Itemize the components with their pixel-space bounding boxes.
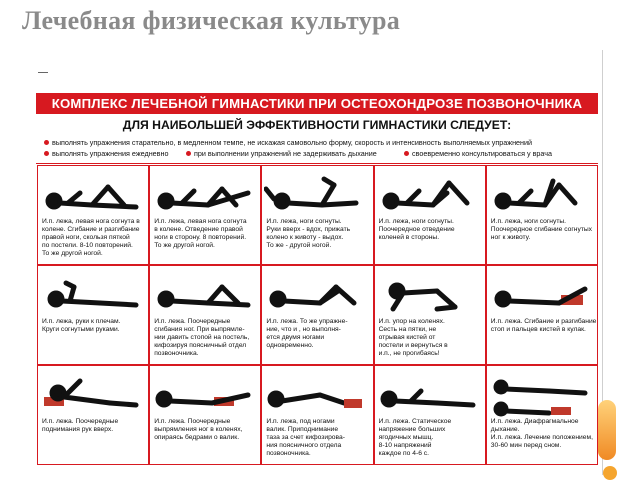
exercise-figure-icon [489,169,595,219]
exercise-caption-line: по постели. 8-10 повторений. [42,242,133,249]
exercise-caption [490,318,597,334]
exercise-figure-icon [152,369,258,419]
exercise-caption-line: одновременно. [266,342,314,349]
exercise-card [486,165,598,265]
exercise-figure-icon [264,169,370,219]
exercise-caption-line: И.п. лежа. Сгибание и разгибание [490,318,597,325]
exercise-card [37,265,149,365]
exercise-caption-line: колене. Сгибание и разгибание [42,226,140,233]
exercise-caption-line: и.п., не прогибаясь! [378,350,440,357]
exercise-card [37,365,149,465]
exercise-figure-icon [264,269,370,319]
exercise-caption [379,218,482,242]
exercise-caption-line: нии давить стопой на постель, [154,334,250,341]
bullet-icon [44,140,49,145]
exercise-figure-icon [489,269,595,319]
exercise-figure-icon [377,269,483,319]
exercise-figure-icon [264,369,370,419]
exercise-card [374,165,486,265]
exercise-caption-line: И.п. лежа. Поочередные [154,318,231,325]
recommendation-item [44,149,168,158]
recommendation-text: выполнять упражнения ежедневно [52,149,169,158]
exercise-card [486,365,598,465]
exercise-caption-line: ния поясничного отдела [266,442,342,449]
exercise-figure-icon [377,169,483,219]
exercise-caption-line: Поочередное отведение [378,226,455,233]
exercise-caption-line: Поочередное сгибание согнутых [490,226,593,233]
exercise-caption [379,418,482,458]
exercise-caption [491,218,594,242]
exercise-caption-line: И.п. лежа. То же упражне- [266,318,348,325]
exercise-caption-line: И.п. лежа. Поочередные [42,418,119,425]
exercise-caption-line: И.п. лежа, руки к плечам. [42,318,121,325]
exercise-caption-line: валик. Приподнимание [266,426,339,433]
exercise-caption-line: кифозируя поясничный отдел [154,342,247,349]
exercise-card [486,265,598,365]
exercise-grid [37,165,598,465]
exercise-figure-icon [40,169,146,219]
exercise-caption [266,318,369,350]
exercise-caption [491,418,594,450]
exercise-caption-line: ние, что и , но выполня- [266,326,341,333]
exercise-caption-line: выпрямления ног в коленях, [154,426,243,433]
exercise-caption-line: колено к животу - выдох. [266,234,344,241]
exercise-caption [266,418,369,458]
exercise-figure-icon [152,169,258,219]
exercise-figure-icon [40,369,146,419]
exercise-caption-line: И.п. лежа, левая нога согнута в [42,218,140,225]
decorative-dot [603,466,617,480]
exercise-caption-line: И.п. лежа, ноги согнуты. [378,218,454,225]
exercise-caption-line: И.п. лежа. Статическое [378,418,452,425]
exercise-caption-line: позвоночника. [154,350,199,357]
exercise-caption-line: в колене. Отведение правой [154,226,243,233]
exercise-caption-line: правой ноги, скользя пяткой [42,234,130,241]
exercise-caption-line: стоп и пальцев кистей в кулак. [490,326,586,333]
exercise-card [149,165,261,265]
exercise-caption-line: опираясь бедрами о валик. [154,434,240,441]
exercise-caption-line: И.п. упор на коленях. [378,318,445,325]
exercise-caption [42,318,145,334]
exercise-card [261,165,373,265]
exercise-caption [154,218,257,250]
exercise-caption-line: позвоночника. [266,450,311,457]
exercise-caption-line: ется двумя ногами [266,334,325,341]
decorative-shape [598,400,616,460]
exercise-caption-line: поднимания рук вверх. [42,426,114,433]
exercise-figure-icon [152,269,258,319]
exercise-caption [266,218,369,250]
exercise-caption-line: отрывая кистей от [378,334,436,341]
exercise-caption-line: 30-60 мин перед сном. [490,442,562,449]
exercise-card [374,265,486,365]
exercise-caption-line: ног к животу. [490,234,531,241]
bullet-icon [44,151,49,156]
exercise-card [37,165,149,265]
exercise-caption-line: Круги согнутыми руками. [42,326,120,333]
exercise-caption-line: ноги в сторону. 8 повторений. [154,234,247,241]
exercise-caption-line: И.п. лежа. Поочередные [154,418,231,425]
exercise-caption [379,318,482,358]
exercise-card [374,365,486,465]
exercise-caption [42,418,145,434]
exercise-card [149,265,261,365]
exercise-caption-line: постели и вернуться в [378,342,448,349]
recommendation-text: при выполнении упражнений не задерживать дыхание [194,149,377,158]
slide-dash [38,72,48,73]
exercise-caption-line: Руки вверх - вдох, прижать [266,226,351,233]
exercise-caption [42,218,145,258]
exercise-caption-line: И.п. лежа. Диафрагмальное [490,418,579,425]
exercise-caption-line: То же другой ногой. [42,250,103,257]
slide-title: Лечебная физическая культура [22,6,401,35]
bullet-icon [186,151,191,156]
exercise-caption [154,418,257,442]
exercise-figure-icon [489,369,595,419]
recommendation-item [186,149,377,158]
exercise-figure-icon [40,269,146,319]
exercise-caption-line: И.п. лежа, ноги согнуты. [490,218,567,225]
exercise-figure-icon [377,369,483,419]
exercise-caption-line: И.п. лежа. Лечение положением, [490,434,593,441]
exercise-caption-line: коленей в стороны. [378,234,440,241]
exercise-caption-line: То же другой ногой. [154,242,215,249]
exercise-caption-line: И.п. лежа, ноги согнуты. [266,218,342,225]
exercise-caption-line: каждое по 4-6 с. [378,450,429,457]
recommendation-text: выполнять упражнения старательно, в медленном темпе, не искажая самовольно форму, скорость и интенсивность выполняемых упражнений [52,138,533,147]
exercise-caption-line: дыхание. [490,426,520,433]
exercise-caption-line: сгибания ног. При выпрямле- [154,326,245,333]
exercise-caption-line: То же - другой ногой. [266,242,332,249]
exercise-caption-line: напряжение больших [378,426,446,433]
exercise-caption-line: И.п. лежа, левая нога согнута [154,218,247,225]
exercise-caption-line: 8-10 напряжений [378,442,432,449]
recommendations-divider [36,163,598,164]
recommendation-text: своевременно консультироваться у врача [412,149,552,158]
exercise-card [149,365,261,465]
recommendation-item [44,138,532,147]
poster-subtitle: ДЛЯ НАИБОЛЬШЕЙ ЭФФЕКТИВНОСТИ ГИМНАСТИКИ СЛЕДУЕТ: [122,118,512,132]
exercise-card [261,365,373,465]
exercise-caption-line: ягодичных мышц. [378,434,434,441]
exercise-caption-line: Сесть на пятки, не [378,326,437,333]
bullet-icon [404,151,409,156]
exercise-card [261,265,373,365]
exercise-caption [154,318,257,358]
recommendation-item [404,149,552,158]
exercise-caption-line: таза за счет кифозирова- [266,434,345,441]
exercise-caption-line: И.п. лежа, под ногами [266,418,335,425]
poster-banner: КОМПЛЕКС ЛЕЧЕБНОЙ ГИМНАСТИКИ ПРИ ОСТЕОХОНДРОЗЕ ПОЗВОНОЧНИКА [36,93,598,114]
